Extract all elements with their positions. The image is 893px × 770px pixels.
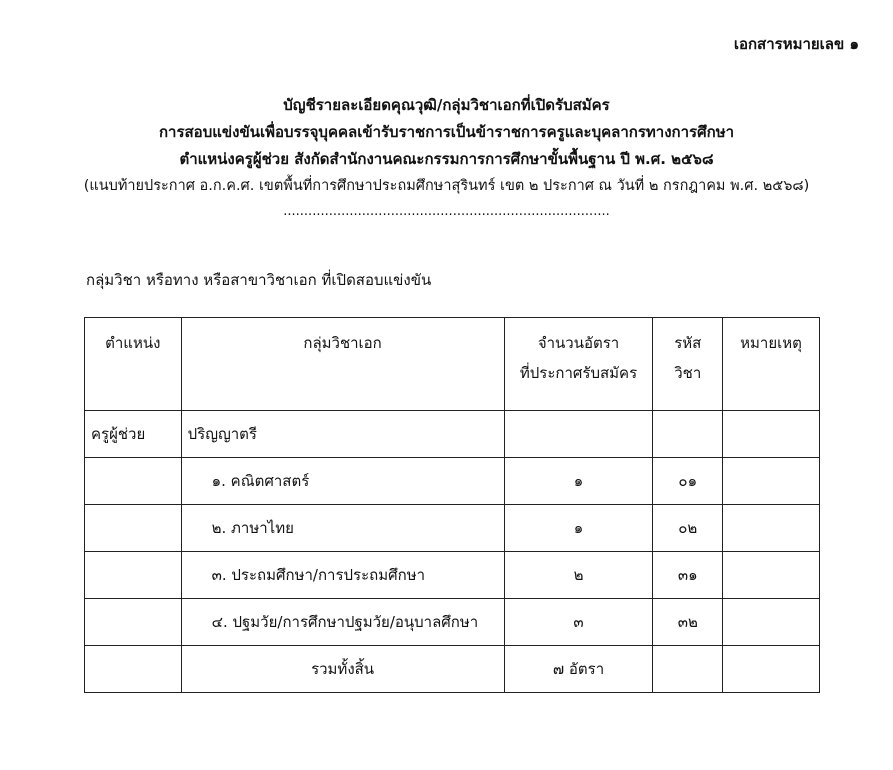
header-code bbox=[653, 318, 723, 411]
header-major: กลุ่มวิชาเอก bbox=[181, 318, 504, 411]
cell-remark bbox=[723, 599, 820, 646]
cell-empty bbox=[653, 411, 723, 458]
cell-empty bbox=[723, 646, 820, 693]
header-count-line1: จำนวนอัตรา bbox=[537, 334, 620, 352]
cell-empty bbox=[85, 552, 182, 599]
cell-empty bbox=[723, 411, 820, 458]
cell-remark bbox=[723, 552, 820, 599]
subject-heading: กลุ่มวิชา หรือทาง หรือสาขาวิชาเอก ที่เปิดสอบแข่งขัน bbox=[86, 271, 432, 289]
cell-code: ๓๒ bbox=[653, 599, 723, 646]
header-attachment-note: (แนบท้ายประกาศ อ.ก.ค.ศ. เขตพื้นที่การศึกษาประถมศึกษาสุรินทร์ เขต ๒ ประกาศ ณ วันที่ ๒ กรกฎาคม พ.ศ. ๒๕๖๘) bbox=[83, 178, 810, 194]
header-count bbox=[504, 318, 653, 411]
cell-major: ๓. ประถมศึกษา/การประถมศึกษา bbox=[181, 552, 504, 599]
header-title: บัญชีรายละเอียดคุณวุฒิ/กลุ่มวิชาเอกที่เปิดรับสมัคร bbox=[283, 96, 610, 114]
cell-empty bbox=[85, 458, 182, 505]
cell-empty bbox=[653, 646, 723, 693]
table-row bbox=[85, 505, 820, 552]
header-position-title: ตำแหน่งครูผู้ช่วย สังกัดสำนักงานคณะกรรมการการศึกษาขั้นพื้นฐาน ปี พ.ศ. ๒๕๖๘ bbox=[179, 150, 714, 168]
table-header-row bbox=[85, 318, 820, 411]
table-row bbox=[85, 599, 820, 646]
cell-count: ๑ bbox=[504, 505, 653, 552]
document-header bbox=[0, 92, 893, 219]
cell-remark bbox=[723, 458, 820, 505]
table-total-row bbox=[85, 646, 820, 693]
cell-count: ๑ bbox=[504, 458, 653, 505]
header-remark: หมายเหตุ bbox=[723, 318, 820, 411]
header-code-line1: รหัส bbox=[674, 334, 702, 352]
table-row-position bbox=[85, 411, 820, 458]
cell-empty bbox=[85, 599, 182, 646]
cell-position: ครูผู้ช่วย bbox=[85, 411, 182, 458]
cell-remark bbox=[723, 505, 820, 552]
cell-major: ๒. ภาษาไทย bbox=[181, 505, 504, 552]
document-number: เอกสารหมายเลข ๑ bbox=[733, 35, 859, 53]
cell-total-value: ๗ อัตรา bbox=[504, 646, 653, 693]
cell-empty bbox=[504, 411, 653, 458]
header-position: ตำแหน่ง bbox=[85, 318, 182, 411]
cell-code: ๐๒ bbox=[653, 505, 723, 552]
major-table bbox=[84, 317, 820, 693]
table-row bbox=[85, 552, 820, 599]
cell-empty bbox=[85, 505, 182, 552]
header-exam-title: การสอบแข่งขันเพื่อบรรจุบุคคลเข้ารับราชการเป็นข้าราชการครูและบุคลากรทางการศึกษา bbox=[158, 123, 735, 141]
cell-major: ๑. คณิตศาสตร์ bbox=[181, 458, 504, 505]
cell-code: ๐๑ bbox=[653, 458, 723, 505]
header-dotted-divider: ............................................................................... bbox=[283, 204, 610, 219]
header-count-line2: ที่ประกาศรับสมัคร bbox=[519, 364, 638, 382]
cell-empty bbox=[85, 646, 182, 693]
cell-count: ๓ bbox=[504, 599, 653, 646]
cell-major: ๔. ปฐมวัย/การศึกษาปฐมวัย/อนุบาลศึกษา bbox=[181, 599, 504, 646]
cell-total-label: รวมทั้งสิ้น bbox=[181, 646, 504, 693]
table-row bbox=[85, 458, 820, 505]
header-code-line2: วิชา bbox=[674, 364, 702, 382]
cell-count: ๒ bbox=[504, 552, 653, 599]
cell-code: ๓๑ bbox=[653, 552, 723, 599]
cell-degree: ปริญญาตรี bbox=[181, 411, 504, 458]
